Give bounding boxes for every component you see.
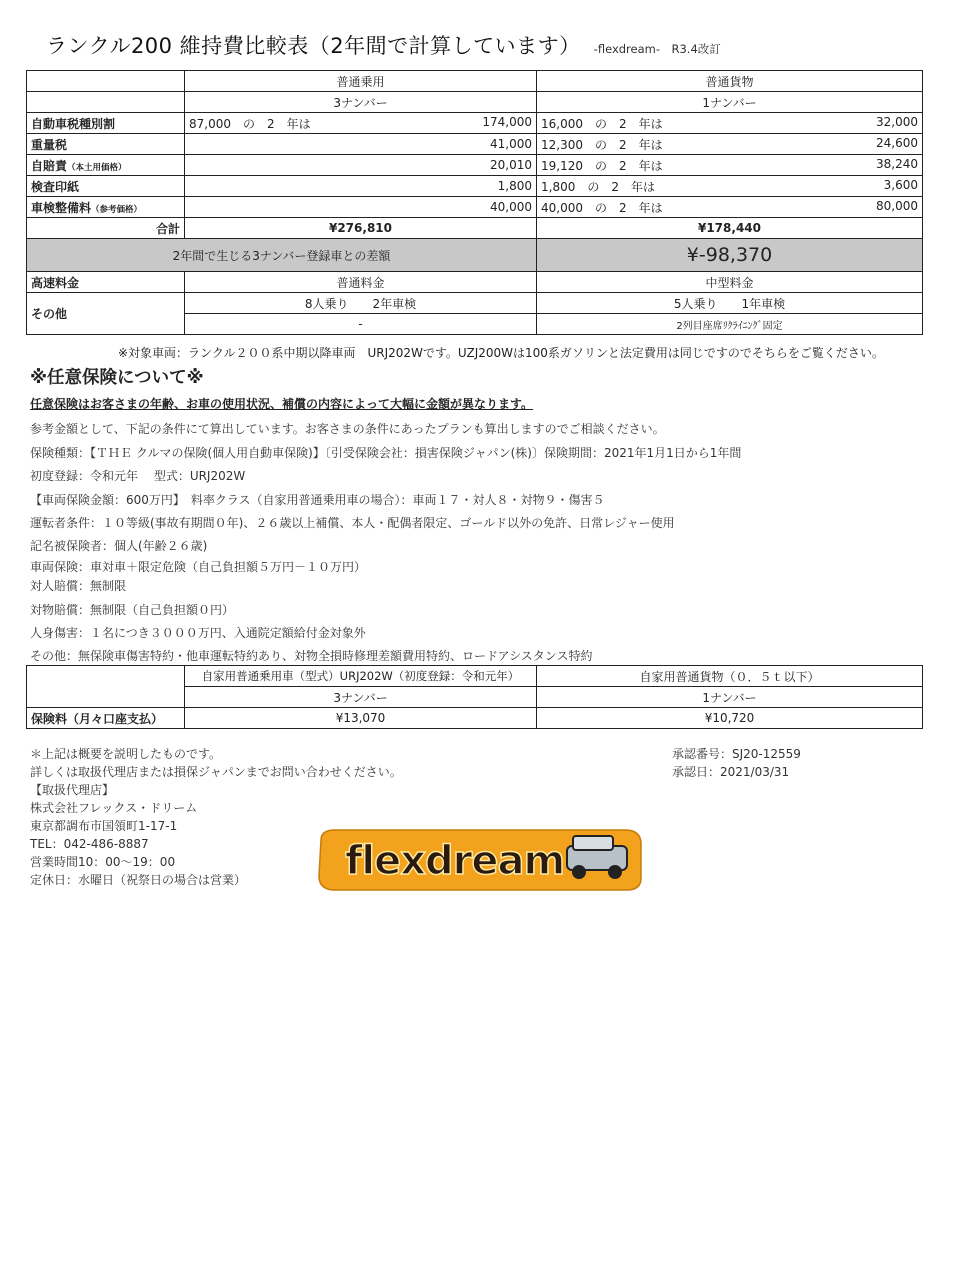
vehicle-note: ※対象車両：ランクル２００系中期以降車両 URJ202Wです。UZJ200Wは100系ガソリンと法定費用は同じですのでそちらをご覧ください。 bbox=[118, 346, 884, 360]
insurance-line: 対物賠償：無制限（自己負担額０円） bbox=[30, 603, 235, 617]
other-label: その他 bbox=[27, 293, 185, 335]
insurance-line: 記名被保険者：個人(年齢２６歳) bbox=[30, 539, 208, 553]
row-note: （参考価格） bbox=[91, 204, 143, 215]
table-row bbox=[27, 134, 923, 155]
premium-b: ¥10,720 bbox=[537, 708, 923, 729]
row-label: 自動車税種別割 bbox=[31, 116, 116, 131]
insurance-col-b-head: 自家用普通貨物（０．５ｔ以下） bbox=[537, 666, 923, 687]
col-b-type: 普通貨物 bbox=[537, 71, 923, 92]
title-row bbox=[46, 30, 926, 62]
row-label: 検査印紙 bbox=[31, 179, 80, 194]
row-note: （本土用価格） bbox=[67, 162, 127, 173]
footer-line: 営業時間10：00～19：00 bbox=[30, 855, 176, 869]
row-b-calc: 12,300 の 2 年は bbox=[541, 137, 663, 152]
insurance-line: 車両保険：車対車＋限定危険（自己負担額５万円－１０万円） bbox=[30, 560, 367, 574]
page-subtitle: -flexdream- R3.4改訂 bbox=[593, 42, 721, 56]
row-a-calc: 87,000 の 2 年は bbox=[189, 116, 311, 131]
row-b-value: 80,000 bbox=[876, 198, 918, 213]
row-label: 重量税 bbox=[31, 137, 68, 152]
insurance-premium-row bbox=[27, 708, 923, 729]
col-a-plate: 3ナンバー bbox=[185, 92, 537, 113]
insurance-line: 人身傷害：１名につき３０００万円、入通院定額給付金対象外 bbox=[30, 626, 366, 640]
row-b-value: 24,600 bbox=[876, 135, 918, 150]
other-a1: 8人乗り 2年車検 bbox=[185, 293, 537, 314]
row-b-calc: 19,120 の 2 年は bbox=[541, 158, 663, 173]
other-a2: - bbox=[185, 314, 537, 335]
total-row bbox=[27, 218, 923, 239]
header-row-type bbox=[27, 71, 923, 92]
row-label: 車検整備料 bbox=[31, 200, 92, 215]
flexdream-logo bbox=[315, 826, 645, 892]
table-row bbox=[27, 113, 923, 134]
approval-date: 承認日：2021/03/31 bbox=[672, 765, 790, 779]
insurance-line: その他：無保険車傷害特約・他車運転特約あり、対物全損時修理差額費用特約、ロードアシスタンス特約 bbox=[30, 649, 593, 663]
insurance-col-b-plate: 1ナンバー bbox=[537, 687, 923, 708]
highway-a: 普通料金 bbox=[185, 272, 537, 293]
insurance-line: 保険種類：【ＴＨＥ クルマの保険(個人用自動車保険)】〔引受保険会社：損害保険ジャパン(株)〕保険期間：2021年1月1日から1年間 bbox=[30, 446, 742, 460]
row-b-calc: 16,000 の 2 年は bbox=[541, 116, 663, 131]
footer-line: 株式会社フレックス・ドリーム bbox=[30, 801, 198, 815]
insurance-col-a-plate: 3ナンバー bbox=[185, 687, 537, 708]
approval-number: 承認番号：SJ20-12559 bbox=[672, 747, 801, 761]
insurance-table bbox=[26, 665, 923, 729]
cost-comparison-table bbox=[26, 70, 923, 335]
header-row-plate bbox=[27, 92, 923, 113]
row-a-value: 174,000 bbox=[482, 114, 532, 129]
insurance-line: 参考金額として、下記の条件にて算出しています。お客さまの条件にあったプランも算出しますのでご相談ください。 bbox=[30, 422, 665, 436]
table-row bbox=[27, 197, 923, 218]
footer-line: TEL：042-486-8887 bbox=[30, 837, 149, 851]
row-a-value: 40,000 bbox=[490, 200, 532, 214]
difference-value: ¥-98,370 bbox=[537, 239, 923, 272]
row-b-calc: 40,000 の 2 年は bbox=[541, 200, 663, 215]
row-b-calc: 1,800 の 2 年は bbox=[541, 179, 655, 194]
row-b-value: 38,240 bbox=[876, 156, 918, 171]
footer-line: 東京都調布市国領町1-17-1 bbox=[30, 819, 178, 833]
footer-line: ＊上記は概要を説明したものです。 bbox=[30, 747, 222, 761]
difference-label: 2年間で生じる3ナンバー登録車との差額 bbox=[27, 239, 537, 272]
insurance-header-row bbox=[27, 666, 923, 687]
row-a-value: 1,800 bbox=[497, 179, 532, 193]
highway-label: 高速料金 bbox=[27, 272, 185, 293]
row-a-value: 20,010 bbox=[490, 158, 532, 172]
insurance-col-a-head: 自家用普通乗用車（型式）URJ202W（初度登録：令和元年） bbox=[185, 666, 537, 687]
difference-row bbox=[27, 239, 923, 272]
insurance-heading: ※任意保険について※ bbox=[30, 368, 204, 388]
total-b: ¥178,440 bbox=[537, 218, 923, 239]
premium-label: 保険料（月々口座支払） bbox=[27, 708, 185, 729]
insurance-line: 運転者条件：１０等級(事故有期間０年)、２６歳以上補償、本人・配偶者限定、ゴールド以外の免許、日常レジャー使用 bbox=[30, 516, 675, 530]
footer-line: 【取扱代理店】 bbox=[30, 783, 115, 797]
row-b-value: 32,000 bbox=[876, 114, 918, 129]
row-a-value: 41,000 bbox=[490, 137, 532, 151]
col-a-type: 普通乗用 bbox=[185, 71, 537, 92]
row-b-value: 3,600 bbox=[883, 177, 918, 192]
other-b1: 5人乗り 1年車検 bbox=[537, 293, 923, 314]
footer-approval bbox=[672, 745, 801, 781]
insurance-line: 【車両保険金額：600万円】 料率クラス（自家用普通乗用車の場合）：車両１７・対人８・対物９・傷害５ bbox=[30, 493, 605, 507]
total-label: 合計 bbox=[27, 218, 185, 239]
col-b-plate: 1ナンバー bbox=[537, 92, 923, 113]
insurance-line: 対人賠償：無制限 bbox=[30, 579, 127, 593]
table-row bbox=[27, 176, 923, 197]
highway-row bbox=[27, 272, 923, 293]
highway-b: 中型料金 bbox=[537, 272, 923, 293]
premium-a: ¥13,070 bbox=[185, 708, 537, 729]
table-row bbox=[27, 155, 923, 176]
other-b2: 2列目座席ﾘｸﾗｲﾆﾝｸﾞ固定 bbox=[537, 314, 923, 335]
row-label: 自賠責 bbox=[31, 158, 68, 173]
page-title: ランクル200 維持費比較表（2年間で計算しています） bbox=[46, 34, 581, 58]
total-a: ¥276,810 bbox=[185, 218, 537, 239]
insurance-line: 初度登録：令和元年 型式：URJ202W bbox=[30, 469, 246, 483]
footer-line: 定休日：水曜日（祝祭日の場合は営業） bbox=[30, 873, 247, 887]
insurance-lead: 任意保険はお客さまの年齢、お車の使用状況、補償の内容によって大幅に金額が異なります。 bbox=[30, 397, 534, 411]
logo-text: flexdream bbox=[345, 838, 565, 884]
other-row-1 bbox=[27, 293, 923, 314]
footer-line: 詳しくは取扱代理店または損保ジャパンまでお問い合わせください。 bbox=[30, 765, 402, 779]
